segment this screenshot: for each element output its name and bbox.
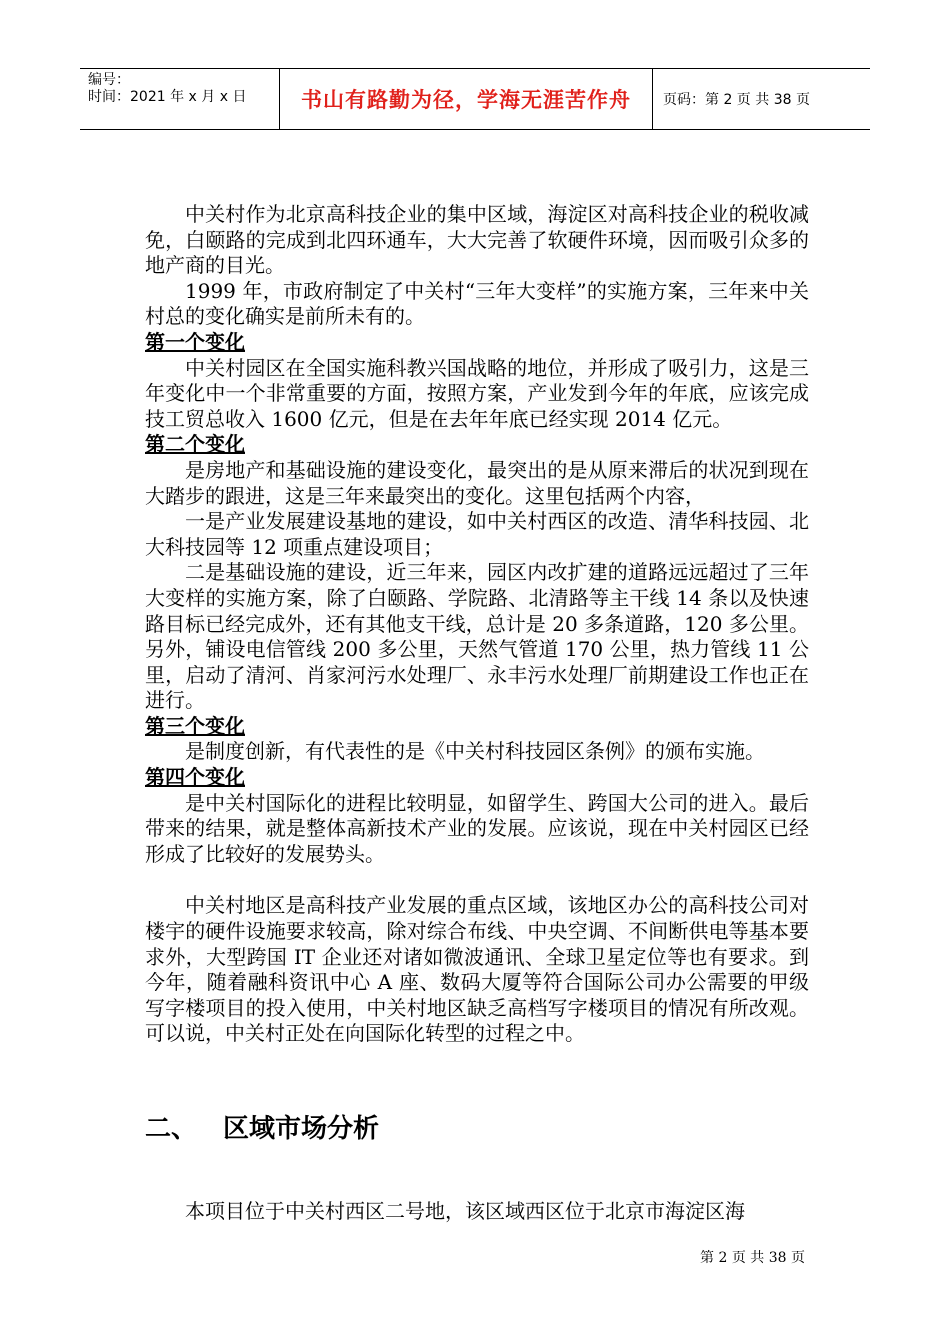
header-meta xyxy=(80,69,280,129)
paragraph-change-2-item-2: 二是基础设施的建设，近三年来，园区内改扩建的道路远远超过了三年大变样的实施方案，除了白颐路、学院路、北清路等主干线 14 条以及快速路目标已经完成外，还有其他支干线，总计是 20 多条道路，120 多公里。另外，铺设电信管线 200 多公里，天然气管道 170 公里，热力管线 11 公里，启动了清河、肖家河污水处理厂、永丰污水处理厂前期建设工作也正在进行。 xyxy=(145,560,809,713)
header-motto: 书山有路勤为径，学海无涯苦作舟 xyxy=(280,69,653,129)
section-heading xyxy=(145,1108,379,1145)
header-page-label: 页码：第 2 页 共 38 页 xyxy=(663,92,810,108)
heading-change-3: 第三个变化 xyxy=(145,713,245,738)
header-time-label: 时间：2021 年 x 月 x 日 xyxy=(88,89,247,105)
paragraph-change-2-item-1: 一是产业发展建设基地的建设，如中关村西区的改造、清华科技园、北大科技园等 12 项重点建设项目； xyxy=(145,509,809,559)
paragraph-change-3: 是制度创新，有代表性的是《中关村科技园区条例》的颁布实施。 xyxy=(185,739,765,764)
paragraph-gap xyxy=(145,867,809,893)
paragraph-project-location: 本项目位于中关村西区二号地，该区域西区位于北京市海淀区海 xyxy=(185,1199,745,1223)
heading-change-4: 第四个变化 xyxy=(145,765,245,790)
heading-change-1: 第一个变化 xyxy=(145,329,245,354)
page-footer: 第 2 页 共 38 页 xyxy=(700,1250,805,1266)
paragraph-change-1: 中关村园区在全国实施科教兴国战略的地位，并形成了吸引力，这是三年变化中一个非常重要的方面，按照方案，产业发到今年的年底，应该完成技工贸总收入 1600 亿元，但是在去年年底已经实现 2014 亿元。 xyxy=(145,355,809,431)
header-number-label: 编号： xyxy=(88,72,130,88)
page-header xyxy=(80,68,870,130)
section-number: 二、 xyxy=(145,1114,198,1144)
section-title-text: 区域市场分析 xyxy=(223,1114,380,1144)
paragraph-change-2: 是房地产和基础设施的建设变化，最突出的是从原来滞后的状况到现在大踏步的跟进，这是三年来最突出的变化。这里包括两个内容， xyxy=(145,457,809,508)
paragraph-1999-plan: 1999 年，市政府制定了中关村“三年大变样”的实施方案，三年来中关村总的变化确实是前所未有的。 xyxy=(145,278,809,329)
document-body xyxy=(145,202,809,1047)
heading-change-2: 第二个变化 xyxy=(145,432,245,457)
paragraph-intro: 中关村作为北京高科技企业的集中区域，海淀区对高科技企业的税收减免，白颐路的完成到北四环通车，大大完善了软硬件环境，因而吸引众多的地产商的目光。 xyxy=(145,202,809,278)
paragraph-change-4: 是中关村国际化的进程比较明显，如留学生、跨国大公司的进入。最后带来的结果，就是整体高新技术产业的发展。应该说，现在中关村园区已经形成了比较好的发展势头。 xyxy=(145,790,809,866)
paragraph-office-demand: 中关村地区是高科技产业发展的重点区域，该地区办公的高科技公司对楼宇的硬件设施要求较高，除对综合布线、中央空调、不间断供电等基本要求外，大型跨国 IT 企业还对诸如微波通讯、全球卫星定位等也有要求。到今年，随着融科资讯中心 A 座、数码大厦等符合国际公司办公需要的甲级写字楼项目的投入使用，中关村地区缺乏高档写字楼项目的情况有所改观。可以说，中关村正处在向国际化转型的过程之中。 xyxy=(145,893,809,1046)
